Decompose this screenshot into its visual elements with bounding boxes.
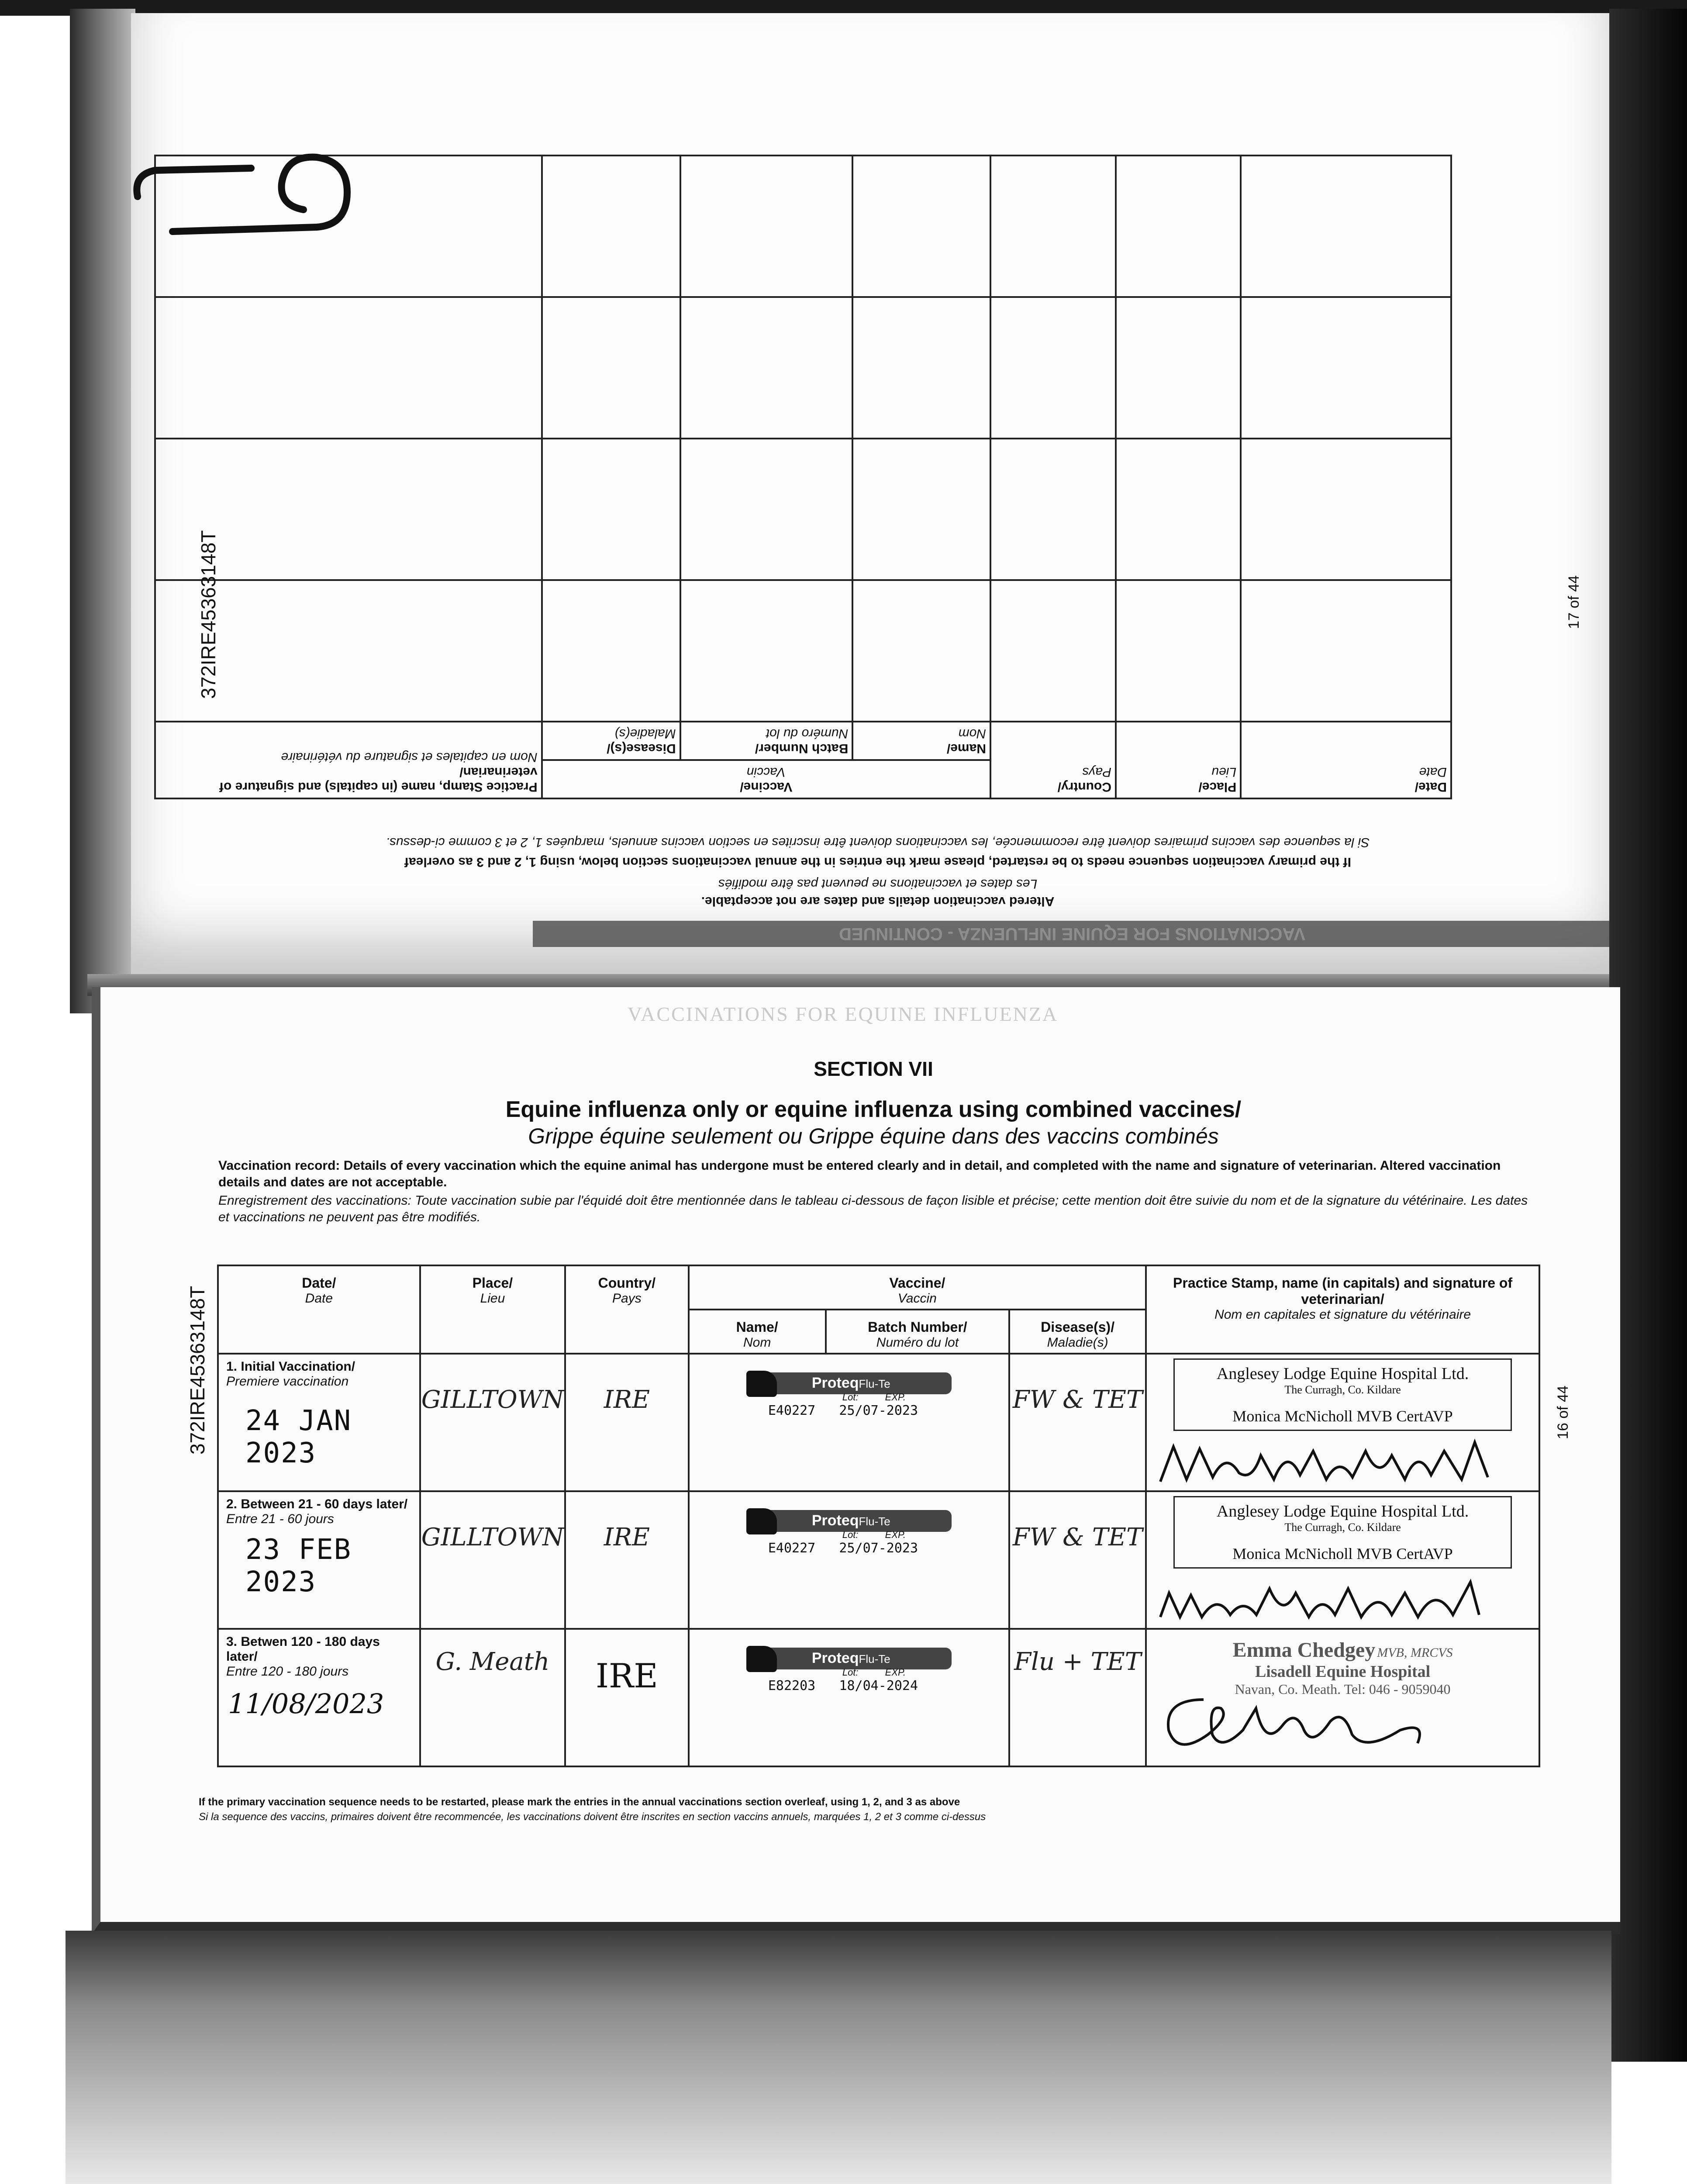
batch-number: E40227: [768, 1541, 816, 1556]
vaccine-logo-icon: [746, 1646, 777, 1672]
header-practice: Practice Stamp, name (in capitals) and signature of veterinarian/: [1173, 1275, 1513, 1307]
vaccine-sub: Flu-Te: [859, 1377, 890, 1390]
batch-number: E40227: [768, 1403, 816, 1418]
stamp-practice-address: The Curragh, Co. Kildare: [1284, 1521, 1401, 1534]
vaccine-logo-icon: [746, 1371, 777, 1397]
vet-signature: [1156, 1438, 1514, 1486]
place-value: G. Meath: [435, 1648, 550, 1676]
disease-value: Flu + TET: [1014, 1648, 1142, 1676]
page-title: Equine influenza only or equine influenza using combined vaccines/: [505, 1097, 1242, 1122]
header-place-fr: Lieu: [480, 1291, 505, 1306]
row-label-fr: Premiere vaccination: [226, 1374, 349, 1389]
place-value: GILLTOWN: [421, 1386, 564, 1414]
top-header-country-fr: Pays: [1082, 765, 1111, 779]
top-header-place: Place/: [1198, 780, 1237, 794]
top-header-practice: Practice Stamp, name (in capitals) and signature of veterinarian/: [219, 765, 538, 794]
lot-tag: Lot:: [842, 1667, 859, 1678]
header-vaccine-fr: Vaccin: [897, 1291, 937, 1306]
top-header-disease-fr: Maladie(s): [614, 726, 676, 741]
exp-tag: EXP.: [885, 1529, 906, 1540]
top-header-name-fr: Nom: [958, 726, 986, 741]
header-country: Country/: [598, 1275, 656, 1291]
vaccination-date: 24 JAN 2023: [245, 1405, 352, 1469]
top-vaccination-table: [154, 155, 1452, 799]
vaccine-label: [746, 1510, 952, 1556]
header-disease: Disease(s)/: [1041, 1319, 1115, 1335]
header-country-fr: Pays: [612, 1291, 642, 1306]
country-value: IRE: [604, 1386, 650, 1414]
stamp-practice-name: Anglesey Lodge Equine Hospital Ltd.: [1216, 1365, 1469, 1383]
table-row: [218, 1629, 1539, 1766]
top-table-header: [155, 760, 1451, 798]
exp-tag: EXP.: [885, 1392, 906, 1403]
bottom-document-id: 372IRE45363148T: [186, 1286, 209, 1455]
top-header-vaccine-fr: Vaccin: [746, 765, 786, 779]
scan-shadow: [1609, 9, 1687, 2062]
header-date: Date/: [302, 1275, 336, 1291]
practice-stamp: [1173, 1358, 1512, 1431]
top-header-vaccine: Vaccine/: [740, 780, 793, 794]
stamp-vet-name: Monica McNicholl MVB CertAVP: [1232, 1545, 1453, 1562]
top-header-batch: Batch Number/: [755, 741, 849, 756]
top-notice-fr: Les dates et vaccinations ne peuvent pas être modifiés: [718, 877, 1038, 891]
stamp-vet-name: Emma Chedgey: [1232, 1638, 1376, 1662]
vaccine-brand: Proteq: [811, 1375, 859, 1391]
top-restart-fr: Si la sequence des vaccins primaires doivent être recommencée, les vaccinations doivent être inscrites en section vaccins annuels, marquées 1, 2 et 3 comme ci-dessus.: [386, 835, 1370, 850]
bottom-page-number: 16 of 44: [1555, 1386, 1571, 1439]
stamp-vet-quals: MVB, MRCVS: [1377, 1645, 1453, 1660]
vaccination-date: 11/08/2023: [228, 1688, 384, 1720]
row-label: 2. Between 21 - 60 days later/: [226, 1497, 408, 1511]
disease-value: FW & TET: [1012, 1523, 1143, 1552]
paperclip-icon: [120, 144, 356, 236]
record-instructions-fr: Enregistrement des vaccinations: Toute vaccination subie par l'équidé doit être mentionnée dans le tableau ci-dessous de façon lisible et précise; cette mention doit être suivie du nom et de la signature du vétérinaire. Les dates et vaccinations ne peuvent pas être modifiés.: [218, 1193, 1528, 1224]
top-notice-en: Altered vaccination details and dates are not acceptable.: [701, 894, 1055, 909]
top-header-country: Country/: [1057, 780, 1111, 794]
header-practice-fr: Nom en capitales et signature du vétérinaire: [1214, 1307, 1471, 1322]
table-header: [218, 1265, 1539, 1310]
header-batch-fr: Numéro du lot: [876, 1335, 959, 1350]
vaccine-sub: Flu-Te: [859, 1515, 890, 1528]
top-header-place-fr: Lieu: [1211, 765, 1237, 779]
top-table-row: [155, 580, 1451, 722]
exp-tag: EXP.: [885, 1667, 906, 1678]
stamp-practice-address: The Curragh, Co. Kildare: [1284, 1383, 1401, 1396]
top-header-batch-fr: Numéro du lot: [766, 726, 849, 741]
table-row: [218, 1491, 1539, 1629]
footer-note-en: If the primary vaccination sequence needs to be restarted, please mark the entries in the annual vaccinations section overleaf, using 1, 2, and 3 as above: [199, 1796, 960, 1808]
section-title: SECTION VII: [814, 1057, 933, 1080]
vaccine-label: [746, 1372, 952, 1418]
header-place: Place/: [472, 1275, 513, 1291]
expiry-date: 25/07-2023: [839, 1403, 918, 1418]
header-date-fr: Date: [305, 1291, 333, 1306]
top-header-date: Date/: [1414, 780, 1447, 794]
vaccine-sub: Flu-Te: [859, 1652, 890, 1666]
top-table-row: [155, 297, 1451, 439]
header-name-fr: Nom: [743, 1335, 771, 1350]
row-label-fr: Entre 120 - 180 jours: [226, 1664, 349, 1679]
row-label: 3. Betwen 120 - 180 days later/: [226, 1635, 380, 1664]
batch-number: E82203: [768, 1678, 816, 1693]
top-page-number: 17 of 44: [1566, 575, 1582, 629]
country-value: IRE: [604, 1523, 650, 1552]
header-name: Name/: [736, 1319, 778, 1335]
vaccine-logo-icon: [746, 1508, 777, 1534]
vet-signature: [1156, 1682, 1435, 1761]
row-label-fr: Entre 21 - 60 jours: [226, 1512, 334, 1526]
expiry-date: 18/04-2024: [839, 1678, 918, 1693]
vaccination-table: [217, 1265, 1540, 1767]
top-header-disease: Disease(s)/: [607, 741, 676, 756]
stamp-vet-name: Monica McNicholl MVB CertAVP: [1232, 1407, 1453, 1425]
top-document-id: 372IRE45363148T: [197, 530, 220, 699]
top-header-name: Name/: [946, 741, 986, 756]
header-vaccine: Vaccine/: [889, 1275, 945, 1291]
ghost-banner: VACCINATIONS FOR EQUINE INFLUENZA: [627, 1003, 1059, 1025]
country-value: IRE: [596, 1656, 658, 1695]
top-banner: VACCINATIONS FOR EQUINE INFLUENZA - CONTINUED: [533, 921, 1611, 947]
table-row: [218, 1354, 1539, 1491]
vaccine-brand: Proteq: [811, 1512, 859, 1529]
top-header-date-fr: Date: [1419, 765, 1447, 779]
header-batch: Batch Number/: [868, 1319, 967, 1335]
header-disease-fr: Maladie(s): [1047, 1335, 1108, 1350]
top-table-row: [155, 439, 1451, 580]
top-restart-en: If the primary vaccination sequence needs to be restarted, please mark the entries in the annual vaccinations section below, using 1, 2 and 3 as overleaf: [404, 855, 1351, 869]
disease-value: FW & TET: [1012, 1386, 1143, 1414]
vaccine-brand: Proteq: [811, 1650, 859, 1666]
record-instructions-en: Vaccination record: Details of every vaccination which the equine animal has undergone must be entered clearly and in detail, and completed with the name and signature of veterinarian. Altered vaccination details and dates are not acceptable.: [218, 1158, 1501, 1189]
vet-signature: [1156, 1576, 1514, 1624]
row-label: 1. Initial Vaccination/: [226, 1359, 355, 1374]
lot-tag: Lot:: [842, 1392, 859, 1403]
scan-shadow-bottom: [66, 1931, 1611, 2184]
stamp-hospital: Lisadell Equine Hospital: [1255, 1662, 1431, 1681]
footer-note-fr: Si la sequence des vaccins, primaires doivent être recommencée, les vaccinations doivent être inscrites en section vaccins annuels, marquées 1, 2 et 3 comme ci-dessus: [199, 1811, 986, 1823]
vaccine-label: [746, 1648, 952, 1693]
place-value: GILLTOWN: [421, 1523, 564, 1552]
lot-tag: Lot:: [842, 1529, 859, 1540]
vaccination-date: 23 FEB 2023: [245, 1534, 352, 1598]
expiry-date: 25/07-2023: [839, 1541, 918, 1556]
page-title-fr: Grippe équine seulement ou Grippe équine dans des vaccins combinés: [528, 1124, 1219, 1148]
practice-stamp: [1173, 1496, 1512, 1569]
top-header-practice-fr: Nom en capitales et signature du vétérinaire: [281, 750, 538, 764]
stamp-address: Navan, Co. Meath. Tel: 046 - 9059040: [1235, 1681, 1451, 1697]
stamp-practice-name: Anglesey Lodge Equine Hospital Ltd.: [1216, 1502, 1469, 1521]
